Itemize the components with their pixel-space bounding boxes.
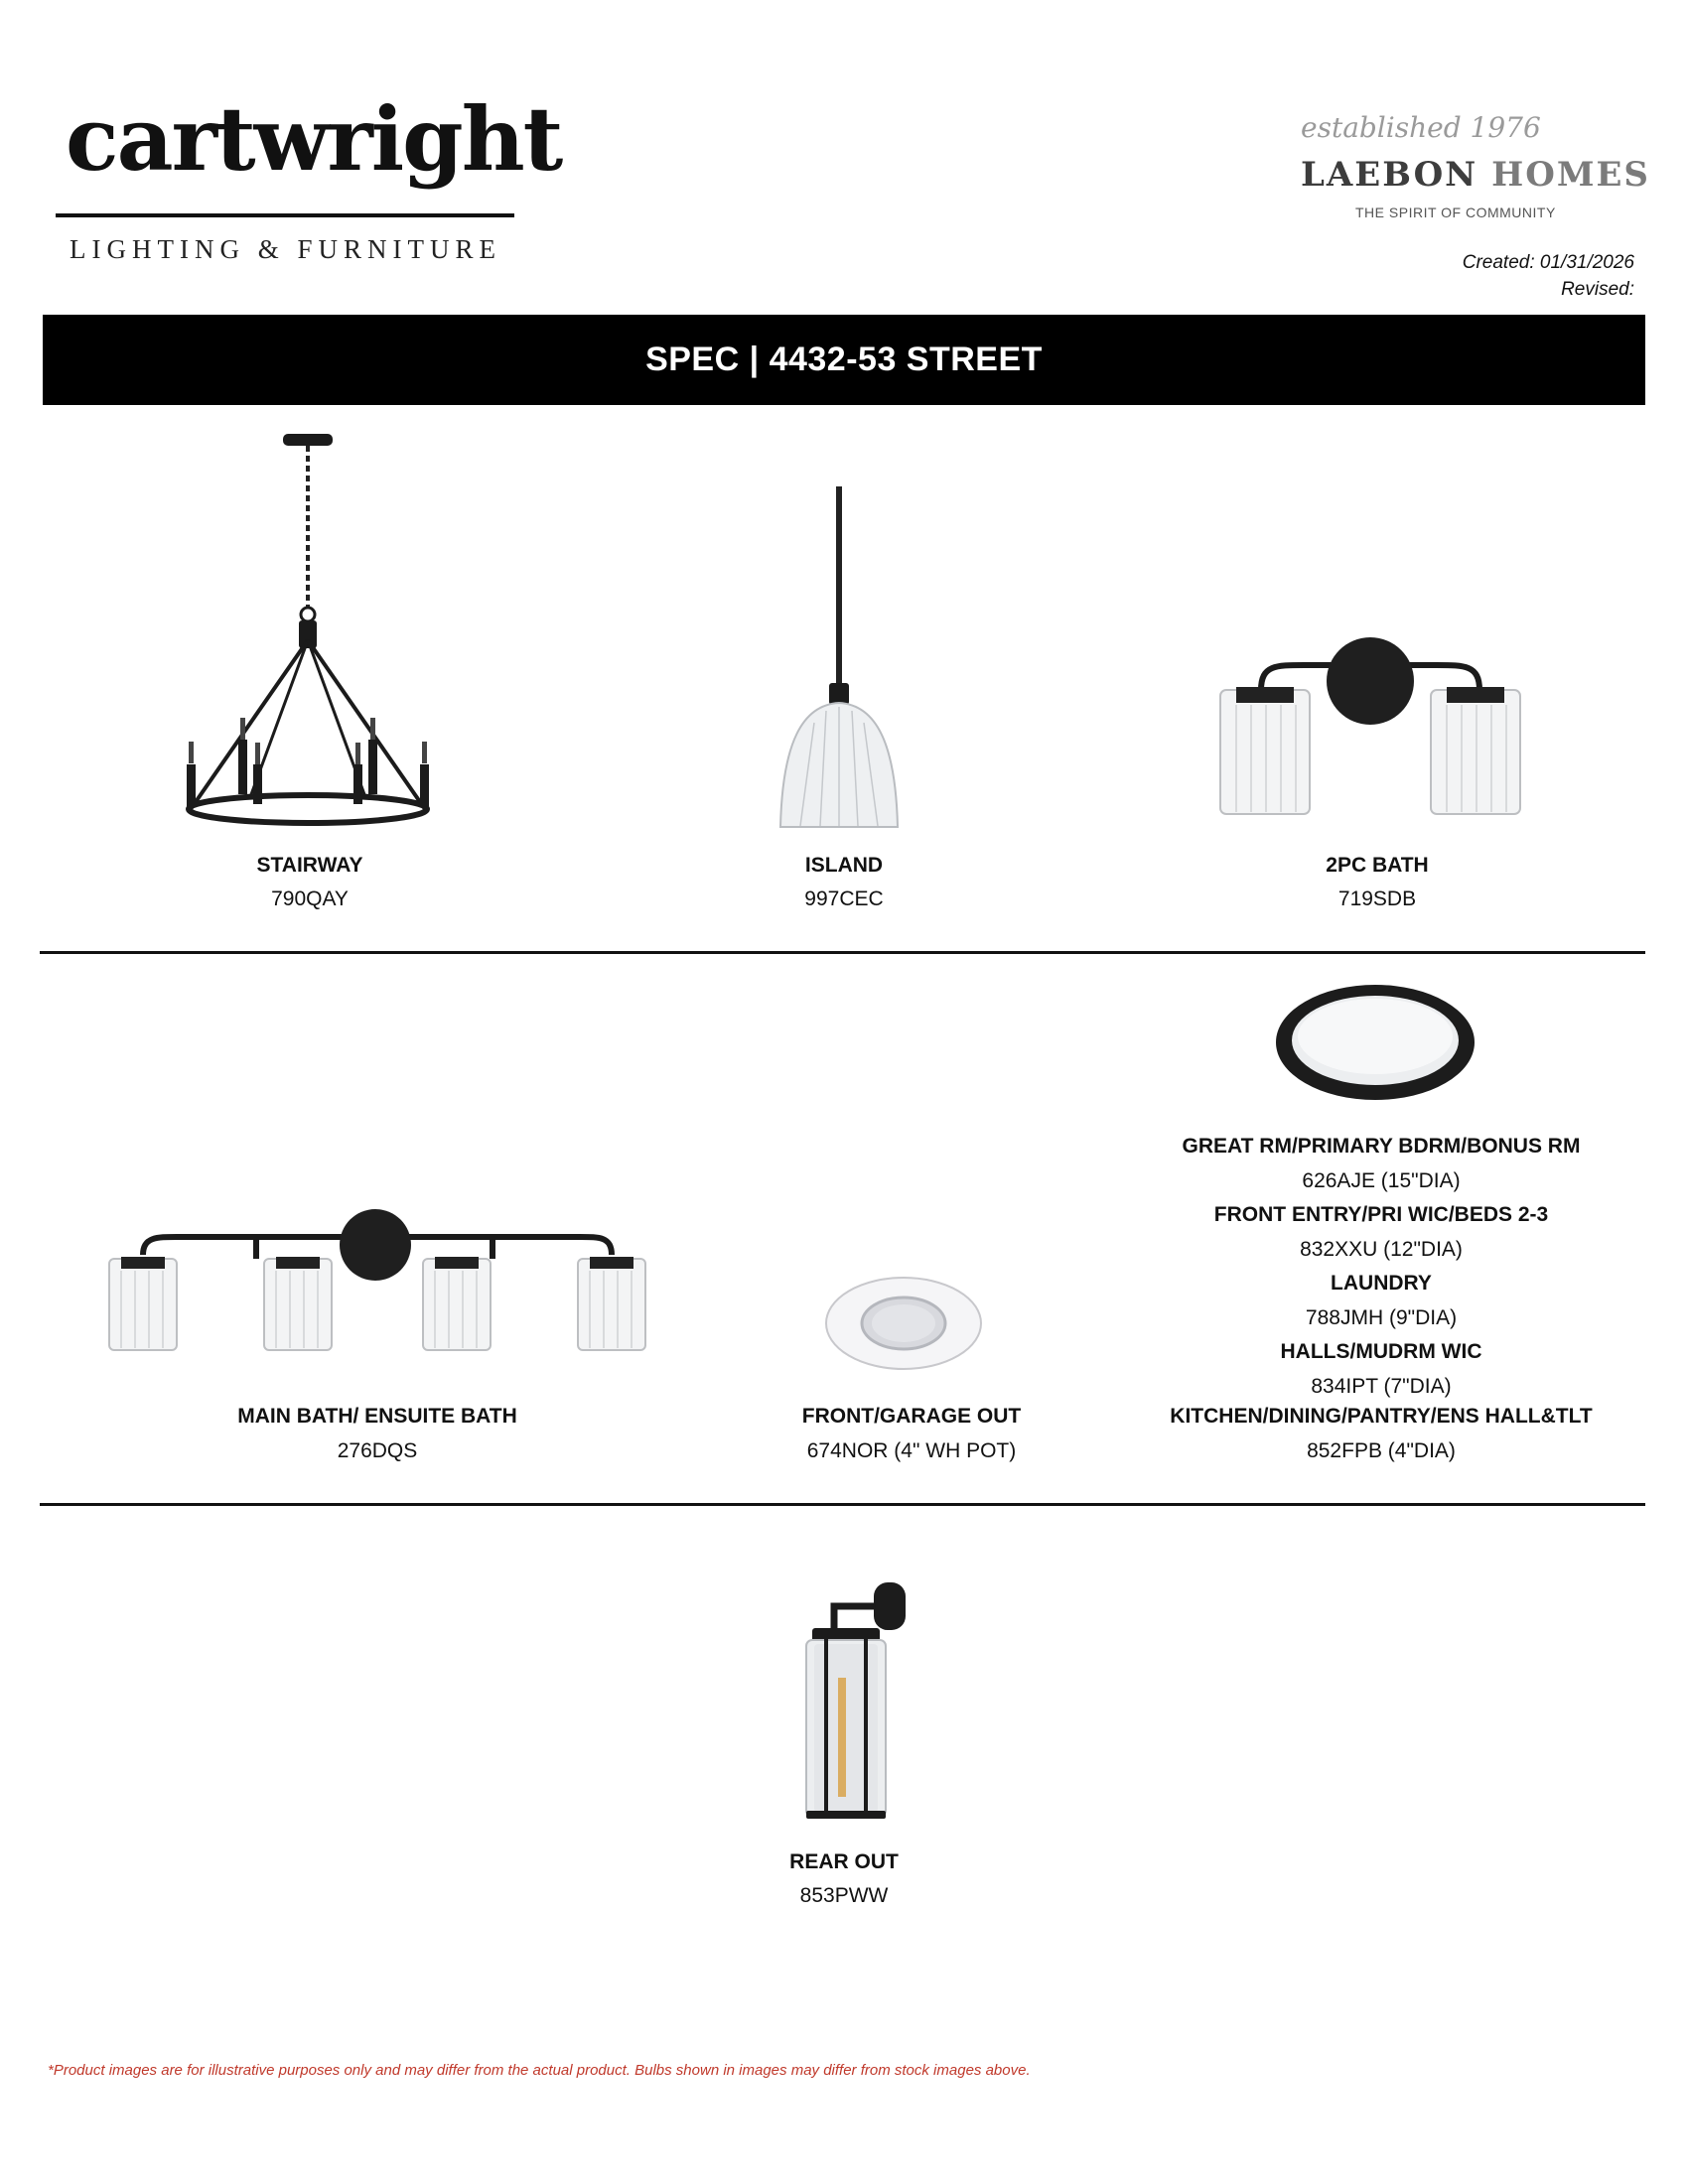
- flushmount-code-3: 788JMH (9"DIA): [1305, 1306, 1458, 1329]
- stairway-code: 790QAY: [271, 887, 349, 910]
- created-date: Created: 01/31/2026: [1462, 252, 1634, 273]
- laebon-logo-name: [1301, 155, 1650, 195]
- flushmount-code-4: 834IPT (7"DIA): [1311, 1375, 1452, 1398]
- laebon-established: established 1976: [1301, 111, 1541, 144]
- wall-sconce-icon: [784, 1578, 928, 1822]
- flushmount-label-4: HALLS/MUDRM WIC: [1280, 1340, 1482, 1363]
- two-light-vanity-icon: [1216, 635, 1524, 819]
- disclaimer-note: *Product images are for illustrative purposes only and may differ from the actual product. Bulbs shown in images may differ from stock images above.: [48, 2062, 1031, 2079]
- flushmount-label-1: GREAT RM/PRIMARY BDRM/BONUS RM: [1182, 1135, 1581, 1158]
- flushmount-label-3: LAUNDRY: [1331, 1272, 1432, 1295]
- laebon-name-part1: LAEBON: [1301, 155, 1478, 195]
- flush-mount-icon: [1274, 983, 1477, 1107]
- cartwright-logo-subtitle: LIGHTING & FURNITURE: [70, 234, 501, 264]
- laebon-name-part2: HOMES: [1491, 155, 1650, 195]
- frontgarage-code: 674NOR (4" WH POT): [806, 1439, 1017, 1462]
- spec-title: SPEC | 4432-53 STREET: [645, 341, 1043, 378]
- island-label: ISLAND: [804, 854, 884, 877]
- frontgarage-label: FRONT/GARAGE OUT: [801, 1405, 1022, 1428]
- flushmount-label-5: KITCHEN/DINING/PANTRY/ENS HALL&TLT: [1170, 1405, 1593, 1428]
- pot-light-icon: [824, 1274, 983, 1373]
- mainbath-label: MAIN BATH/ ENSUITE BATH: [237, 1405, 517, 1428]
- cartwright-logo-wordmark: cartwright: [66, 87, 562, 191]
- flushmount-code-2: 832XXU (12"DIA): [1300, 1238, 1463, 1261]
- island-code: 997CEC: [804, 887, 884, 910]
- flushmount-label-2: FRONT ENTRY/PRI WIC/BEDS 2-3: [1213, 1203, 1549, 1226]
- chandelier-icon: [169, 432, 457, 829]
- section-divider-2: [40, 1503, 1645, 1506]
- rearout-label: REAR OUT: [789, 1850, 899, 1873]
- spec-banner: [43, 315, 1645, 405]
- four-light-vanity-icon: [107, 1209, 648, 1353]
- laebon-tagline: THE SPIRIT OF COMMUNITY: [1355, 205, 1556, 220]
- mainbath-code: 276DQS: [337, 1439, 418, 1462]
- revised-date: Revised:: [1561, 279, 1634, 300]
- bath2pc-code: 719SDB: [1337, 887, 1417, 910]
- flushmount-code-5: 852FPB (4"DIA): [1307, 1439, 1456, 1462]
- stairway-label: STAIRWAY: [256, 854, 363, 877]
- pendant-light-icon: [774, 484, 904, 832]
- section-divider-1: [40, 951, 1645, 954]
- flushmount-code-1: 626AJE (15"DIA): [1302, 1169, 1461, 1192]
- bath2pc-label: 2PC BATH: [1326, 854, 1429, 877]
- rearout-code: 853PWW: [799, 1884, 889, 1907]
- cartwright-logo-rule: [56, 213, 514, 217]
